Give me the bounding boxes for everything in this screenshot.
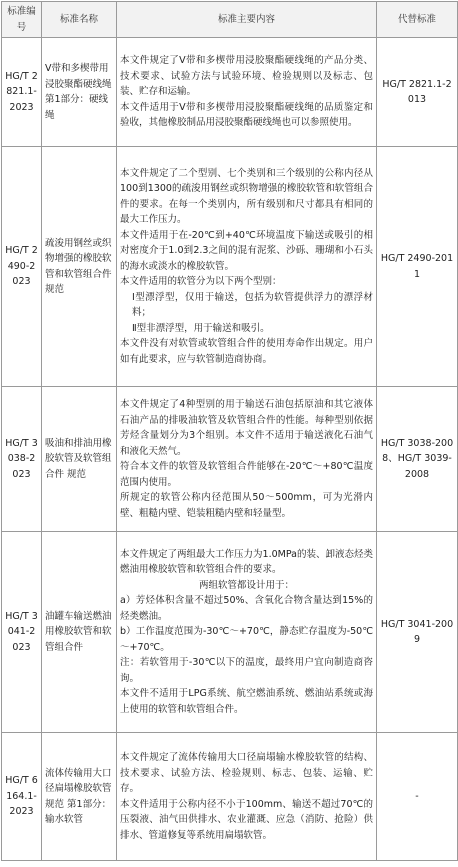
replaced-standard: HG/T 2490-2011 bbox=[377, 147, 458, 387]
table-row bbox=[2, 733, 458, 861]
replaced-standard: HG/T 3038-2008、HG/T 3039-2008 bbox=[377, 387, 458, 532]
content-paragraph: 本文件适用的软管分为以下两个型别： bbox=[120, 276, 282, 288]
content-paragraph: Ⅱ型非漂浮型，用于输送和吸引。 bbox=[132, 322, 270, 334]
content-paragraph: b）工作温度范围为-30℃～+70℃，静态贮存温度为-50℃～+70℃。 bbox=[120, 626, 373, 653]
replaced-standard: HG/T 3041-2009 bbox=[377, 532, 458, 733]
content-paragraph: 本文件适用于在-20℃到+40℃环境温度下输送或吸引的相对密度介于1.0到2.3之间的混有泥浆、沙砾、珊瑚和小石头的海水或淡水的橡胶软管。 bbox=[120, 229, 373, 272]
content-paragraph: 符合本文件的软管及软管组合件能够在-20℃～+80℃温度范围内使用。 bbox=[120, 461, 373, 488]
content-paragraph: 本文件规定了两组最大工作压力为1.0MPa的装、卸液态烃类燃油用橡胶软管和软管组合件的要求。 bbox=[120, 548, 373, 576]
replaced-standard: - bbox=[377, 733, 458, 861]
content-paragraph: 所规定的软管公称内径范围从50～500mm，可为光滑内壁、粗糙内壁、铠装粗糙内壁和轻量型。 bbox=[120, 492, 373, 519]
content-paragraph: 本文件没有对软管或软管组合件的使用寿命作出规定。用户如有此要求，应与软管制造商协商。 bbox=[120, 338, 373, 365]
table-row bbox=[2, 147, 458, 387]
standard-name: 油罐车输送燃油用橡胶软管和软管组合件 bbox=[42, 532, 117, 733]
content-paragraph: 本文件适用于V带和多楔带用浸胶聚酯硬线绳的品质鉴定和验收，其他橡胶制品用浸胶聚酯硬线绳也可以参照使用。 bbox=[120, 101, 373, 129]
content-paragraph: 本文件规定了4种型别的用于输送石油包括原油和其它液体石油产品的排吸油软管及软管组合件的性能。每种型别依据芳烃含量划分为3个组别。本文件不适用于输送液化石油气和液化天然气。 bbox=[120, 399, 373, 457]
standard-name: 流体传输用大口径扁塌橡胶软管规范 第1部分：输水软管 bbox=[42, 733, 117, 861]
header-name: 标准名称 bbox=[42, 2, 117, 38]
standards-table bbox=[1, 1, 458, 861]
content-paragraph: Ⅰ型漂浮型，仅用于输送，包括为软管提供浮力的漂浮材料； bbox=[132, 291, 373, 319]
standard-name: V带和多楔带用浸胶聚酯硬线绳 第1部分：硬线绳 bbox=[42, 38, 117, 147]
content-paragraph: 两组软管都设计用于： bbox=[198, 579, 294, 591]
standard-content bbox=[117, 38, 377, 147]
content-paragraph: 注：若软管用于-30℃以下的温度，最终用户宜向制造商咨询。 bbox=[120, 657, 373, 684]
content-paragraph: 本文件不适用于LPG系统、航空燃油系统、燃油站系统或海上使用的软管和软管组合件。 bbox=[120, 688, 373, 715]
header-content: 标准主要内容 bbox=[117, 2, 377, 38]
content-paragraph: 本文件适用于公称内径不小于100mm、输送不超过70℃的压裂液、油气田供排水、农业灌溉、应急（消防、抢险）供排水、管道修复等系统用扁塌软管。 bbox=[120, 798, 373, 841]
header-code: 标准编号 bbox=[2, 2, 42, 38]
standard-code: HG/T 3038-2023 bbox=[2, 387, 42, 532]
content-paragraph: 本文件规定了二个型别、七个类别和三个级别的公称内径从100到1300的疏浚用钢丝或织物增强的橡胶软管和软管组合件的要求。在每一个类别内，所有级别和尺寸都具有相同的最大工作压力。 bbox=[120, 167, 373, 226]
content-paragraph: 本文件规定了流体传输用大口径扁塌输水橡胶软管的结构、技术要求、试验方法、检验规则、标志、包装、运输、贮存。 bbox=[120, 752, 373, 794]
content-paragraph: a）芳烃体积含量不超过50%、含氧化合物含量达到15%的烃类燃油。 bbox=[120, 595, 373, 622]
standard-content bbox=[117, 532, 377, 733]
replaced-standard: HG/T 2821.1-2013 bbox=[377, 38, 458, 147]
standard-code: HG/T 3041-2023 bbox=[2, 532, 42, 733]
standard-content bbox=[117, 387, 377, 532]
standard-content bbox=[117, 733, 377, 861]
table-row bbox=[2, 38, 458, 147]
header-replaces: 代替标准 bbox=[377, 2, 458, 38]
standard-content bbox=[117, 147, 377, 387]
table-header-row bbox=[2, 2, 458, 38]
standard-name: 疏浚用钢丝或织物增强的橡胶软管和软管组合件 规范 bbox=[42, 147, 117, 387]
standard-code: HG/T 2490-2023 bbox=[2, 147, 42, 387]
standard-code: HG/T 2821.1-2023 bbox=[2, 38, 42, 147]
table-row bbox=[2, 532, 458, 733]
table-row bbox=[2, 387, 458, 532]
standard-name: 吸油和排油用橡胶软管及软管组合件 规范 bbox=[42, 387, 117, 532]
standard-code: HG/T 6164.1-2023 bbox=[2, 733, 42, 861]
content-paragraph: 本文件规定了V带和多楔带用浸胶聚酯硬线绳的产品分类、技术要求、试验方法与试验环境、检验规则以及标志、包装、贮存和运输。 bbox=[120, 55, 373, 98]
